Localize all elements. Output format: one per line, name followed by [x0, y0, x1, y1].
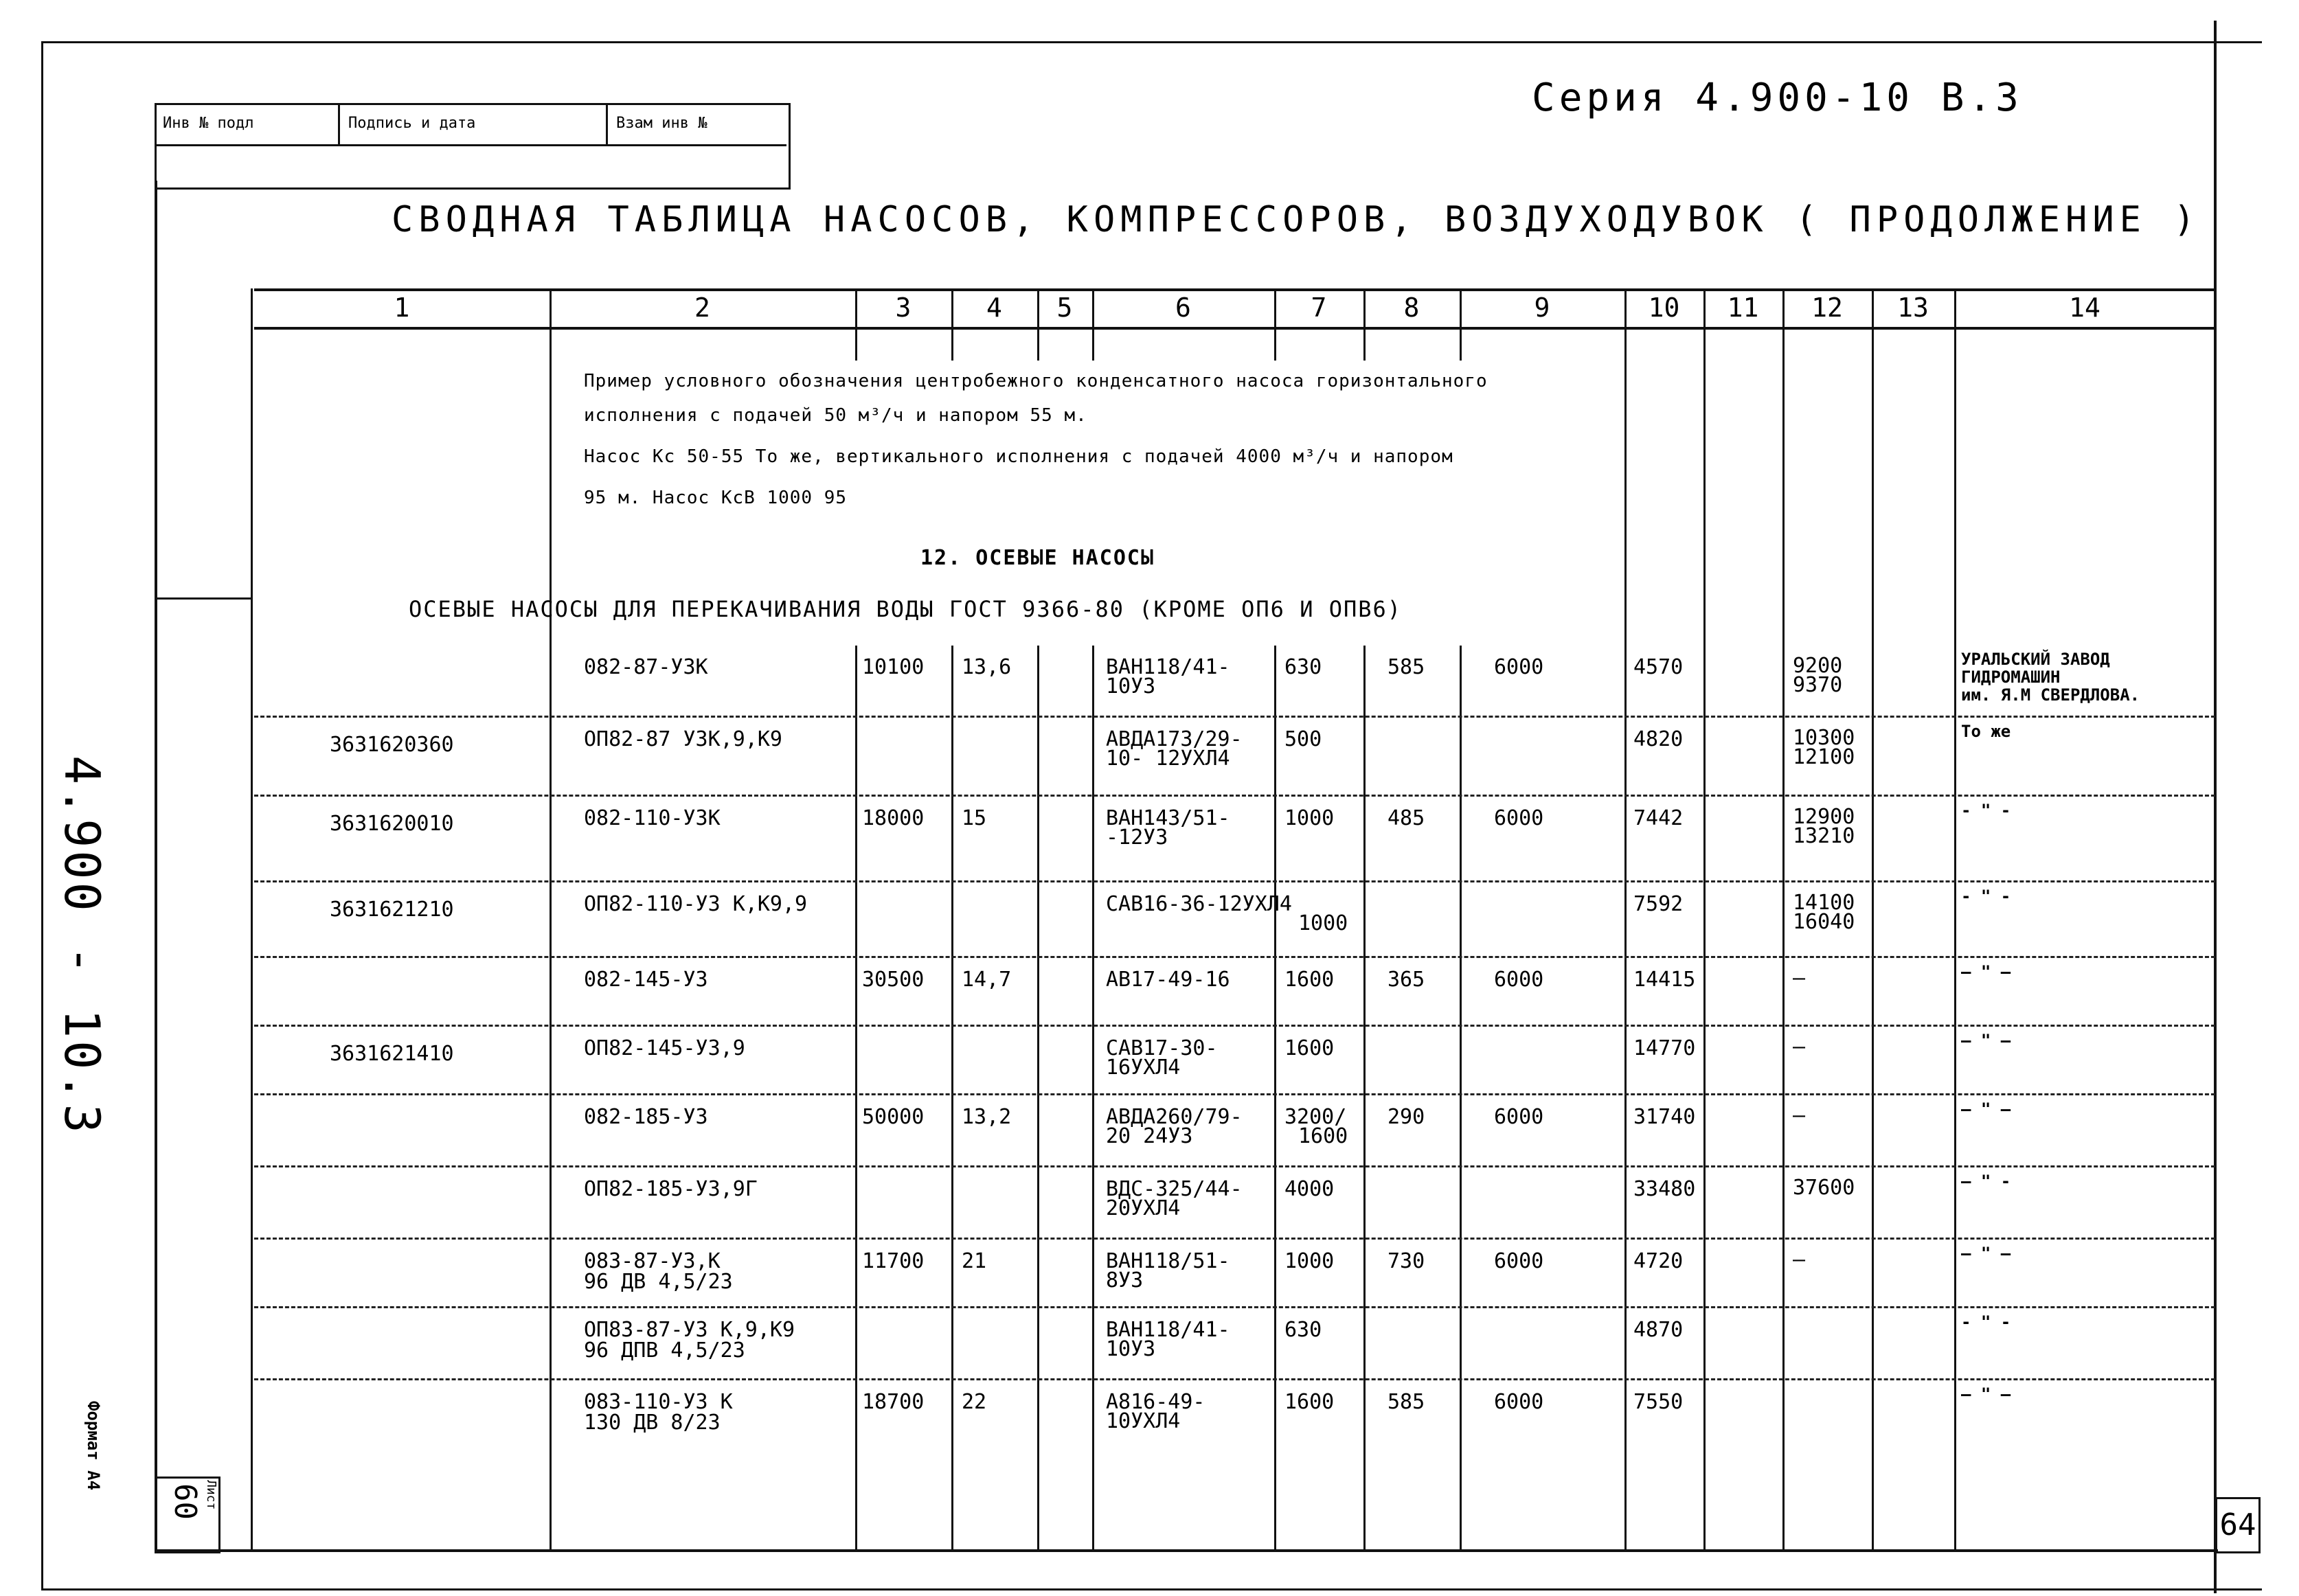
- cell-motor: ВАН118/51-: [1106, 1249, 1230, 1273]
- cell-motor: ВДС-325/44-: [1106, 1177, 1243, 1201]
- cell-price-alt: 9370: [1793, 673, 1843, 697]
- cell-power: 1600: [1284, 1390, 1335, 1414]
- cell-motor-cont: 16УХЛ4: [1106, 1056, 1181, 1080]
- sheet-label: Лист: [204, 1480, 218, 1510]
- cell-mass: 7442: [1633, 806, 1684, 830]
- cell-price: 14100: [1793, 891, 1855, 915]
- cell-price-alt: 13210: [1793, 824, 1855, 848]
- cell-price: 37600: [1793, 1176, 1855, 1200]
- cell-motor: А816-49-: [1106, 1390, 1205, 1414]
- row-divider: [254, 1378, 2215, 1380]
- cell-pump-mark: 083-110-У3 К: [584, 1390, 733, 1414]
- cell-voltage: 6000: [1494, 655, 1544, 679]
- cell-mass: 33480: [1633, 1177, 1696, 1201]
- column-header-10: 10: [1648, 293, 1680, 323]
- cell-manufacturer: - " -: [1961, 801, 2011, 820]
- cell-pump-mark-alt: 96 ДВ 4,5/23: [584, 1270, 733, 1294]
- cell-speed: 585: [1388, 655, 1425, 679]
- cell-motor: ВАН118/41-: [1106, 655, 1230, 679]
- cell-manufacturer-cont: им. Я.М СВЕРДЛОВА.: [1961, 685, 2140, 705]
- cell-price: —: [1793, 1104, 1806, 1128]
- column-divider: [855, 646, 857, 1549]
- cell-motor: ВАН118/41-: [1106, 1318, 1230, 1342]
- column-divider: [1274, 646, 1276, 1549]
- column-header-12: 12: [1811, 293, 1843, 323]
- cell-power: 4000: [1284, 1177, 1335, 1201]
- cell-motor: АВ17-49-16: [1106, 968, 1230, 992]
- column-divider: [951, 646, 953, 1549]
- format-label: Формат А4: [84, 1401, 103, 1491]
- cell-mass: 14770: [1633, 1036, 1696, 1060]
- cell-manufacturer: УРАЛЬСКИЙ ЗАВОД: [1961, 650, 2110, 669]
- cell-flow: 10100: [862, 655, 925, 679]
- cell-pump-mark: 083-87-У3,К: [584, 1249, 721, 1273]
- stamp-cell-signature: Подпись и дата: [340, 103, 608, 144]
- column-divider: [1782, 288, 1785, 1549]
- cell-code: 3631620360: [330, 733, 454, 757]
- column-divider: [1624, 288, 1627, 1549]
- cell-pump-mark: 082-145-У3: [584, 968, 708, 992]
- cell-manufacturer: - " -: [1961, 1312, 2011, 1332]
- left-strip-border: [251, 288, 253, 1549]
- cell-head: 13,2: [962, 1105, 1012, 1129]
- cell-motor-cont: 20 24У3: [1106, 1124, 1193, 1148]
- column-divider: [1460, 646, 1462, 1549]
- cell-manufacturer-cont: ГИДРОМАШИН: [1961, 668, 2061, 687]
- note-line: Насос Кс 50-55 То же, вертикального исполнения с подачей 4000 м³/ч и напором: [584, 446, 1453, 467]
- cell-motor-cont: 10- 12УХЛ4: [1106, 746, 1230, 771]
- column-header-8: 8: [1403, 293, 1420, 323]
- cell-mass: 4820: [1633, 727, 1684, 751]
- cell-manufacturer: — " -: [1961, 1172, 2011, 1191]
- cell-speed: 365: [1388, 968, 1425, 992]
- row-divider: [254, 795, 2215, 797]
- cell-price-alt: 16040: [1793, 910, 1855, 934]
- cell-speed: 290: [1388, 1105, 1425, 1129]
- cell-price: 12900: [1793, 805, 1855, 829]
- cell-voltage: 6000: [1494, 1390, 1544, 1414]
- page-title: СВОДНАЯ ТАБЛИЦА НАСОСОВ, КОМПРЕССОРОВ, ВОЗДУХОДУВОК ( ПРОДОЛЖЕНИЕ ): [392, 199, 2201, 240]
- column-header-9: 9: [1534, 293, 1550, 323]
- column-divider: [550, 288, 552, 1549]
- cell-pump-mark: ОП82-185-У3,9Г: [584, 1177, 758, 1201]
- cell-price: —: [1793, 1248, 1806, 1272]
- cell-mass: 7592: [1633, 892, 1684, 916]
- cell-mass: 14415: [1633, 968, 1696, 992]
- column-divider: [1872, 288, 1874, 1549]
- cell-power-cont: 1600: [1298, 1124, 1348, 1148]
- page-number: 64: [2215, 1497, 2261, 1553]
- cell-mass: 4720: [1633, 1249, 1684, 1273]
- cell-speed: 485: [1388, 806, 1425, 830]
- cell-pump-mark: 082-185-У3: [584, 1105, 708, 1129]
- cell-power-cont: 1000: [1298, 911, 1348, 935]
- cell-pump-mark: ОП82-87 У3К,9,К9: [584, 727, 782, 751]
- sheet-number: 60: [168, 1483, 203, 1520]
- cell-pump-mark: ОП82-110-У3 К,К9,9: [584, 892, 808, 916]
- row-divider: [254, 1306, 2215, 1308]
- cell-pump-mark: 082-110-У3К: [584, 806, 721, 830]
- cell-pump-mark: 082-87-У3К: [584, 655, 708, 679]
- cell-power: 3200/: [1284, 1105, 1347, 1129]
- cell-motor-cont: 20УХЛ4: [1106, 1196, 1181, 1220]
- column-divider: [1703, 288, 1706, 1549]
- cell-code: 3631621410: [330, 1042, 454, 1066]
- column-header-6: 6: [1175, 293, 1191, 323]
- cell-speed: 730: [1388, 1249, 1425, 1273]
- left-strip-divider: [155, 597, 251, 600]
- cell-pump-mark: ОП82-145-У3,9: [584, 1036, 745, 1060]
- cell-pump-mark-alt: 130 ДВ 8/23: [584, 1411, 721, 1435]
- cell-motor: АВДА173/29-: [1106, 727, 1243, 751]
- cell-motor-cont: 8У3: [1106, 1268, 1144, 1292]
- stamp-cell-inv: Инв № подл: [155, 103, 340, 144]
- cell-price-alt: 12100: [1793, 745, 1855, 769]
- cell-head: 13,6: [962, 655, 1012, 679]
- column-header-13: 13: [1897, 293, 1929, 323]
- column-header-2: 2: [694, 293, 710, 323]
- cell-mass: 4870: [1633, 1318, 1684, 1342]
- cell-head: 14,7: [962, 968, 1012, 992]
- column-divider: [1092, 646, 1094, 1549]
- cell-flow: 30500: [862, 968, 925, 992]
- cell-head: 15: [962, 806, 987, 830]
- cell-head: 21: [962, 1249, 987, 1273]
- cell-power: 630: [1284, 655, 1322, 679]
- cell-price: —: [1793, 966, 1806, 990]
- cell-power: 1600: [1284, 1036, 1335, 1060]
- row-divider: [254, 880, 2215, 882]
- cell-voltage: 6000: [1494, 806, 1544, 830]
- row-divider: [254, 956, 2215, 958]
- cell-mass: 7550: [1633, 1390, 1684, 1414]
- section-title: 12. ОСЕВЫЕ НАСОСЫ: [920, 546, 1155, 570]
- cell-power: 1000: [1284, 1249, 1335, 1273]
- column-header-14: 14: [2069, 293, 2100, 323]
- cell-manufacturer: — " —: [1961, 962, 2011, 981]
- cell-price: —: [1793, 1035, 1806, 1059]
- column-header-4: 4: [986, 293, 1002, 323]
- cell-code: 3631620010: [330, 812, 454, 836]
- cell-manufacturer: То же: [1961, 722, 2011, 741]
- side-document-code: 4.900 - 10.3: [54, 755, 110, 1136]
- column-header-5: 5: [1056, 293, 1073, 323]
- cell-price: 9200: [1793, 654, 1843, 678]
- cell-motor-cont: 10У3: [1106, 674, 1156, 698]
- cell-voltage: 6000: [1494, 1105, 1544, 1129]
- row-divider: [254, 1093, 2215, 1095]
- cell-mass: 31740: [1633, 1105, 1696, 1129]
- column-divider: [1037, 646, 1039, 1549]
- cell-motor: САВ16-36-12УХЛ4: [1106, 892, 1292, 916]
- cell-power: 500: [1284, 727, 1322, 751]
- cell-motor-cont: -12У3: [1106, 825, 1168, 850]
- cell-manufacturer: — " —: [1961, 1384, 2011, 1404]
- column-header-3: 3: [895, 293, 911, 323]
- cell-power: 1600: [1284, 968, 1335, 992]
- cell-manufacturer: - " -: [1961, 887, 2011, 906]
- cell-speed: 585: [1388, 1390, 1425, 1414]
- cell-power: 1000: [1284, 806, 1335, 830]
- row-divider: [254, 1165, 2215, 1167]
- cell-pump-mark: ОП83-87-У3 К,9,К9: [584, 1318, 795, 1342]
- cell-pump-mark-alt: 96 ДПВ 4,5/23: [584, 1338, 745, 1363]
- note-line: Пример условного обозначения центробежного конденсатного насоса горизонтального: [584, 371, 1488, 391]
- cell-code: 3631621210: [330, 898, 454, 922]
- cell-mass: 4570: [1633, 655, 1684, 679]
- column-header-1: 1: [394, 293, 410, 323]
- column-header-7: 7: [1311, 293, 1327, 323]
- cell-motor: САВ17-30-: [1106, 1036, 1218, 1060]
- cell-motor-cont: 10УХЛ4: [1106, 1409, 1181, 1433]
- row-divider: [254, 1025, 2215, 1027]
- cell-motor: АВДА260/79-: [1106, 1105, 1243, 1129]
- note-line: 95 м. Насос КсВ 1000 95: [584, 488, 848, 508]
- cell-flow: 18700: [862, 1390, 925, 1414]
- cell-motor: ВАН143/51-: [1106, 806, 1230, 830]
- cell-flow: 11700: [862, 1249, 925, 1273]
- note-line: исполнения с подачей 50 м³/ч и напором 55 м.: [584, 405, 1087, 426]
- cell-voltage: 6000: [1494, 1249, 1544, 1273]
- cell-flow: 18000: [862, 806, 925, 830]
- cell-voltage: 6000: [1494, 968, 1544, 992]
- stamp-cell-replace: Взам инв №: [616, 115, 707, 132]
- stamp-divider: [155, 144, 786, 146]
- cell-manufacturer: — " —: [1961, 1031, 2011, 1050]
- subsection-title: ОСЕВЫЕ НАСОСЫ ДЛЯ ПЕРЕКАЧИВАНИЯ ВОДЫ ГОСТ 9366-80 (КРОМЕ ОП6 И ОПВ6): [409, 596, 1403, 622]
- cell-head: 22: [962, 1390, 987, 1414]
- series-code: Серия 4.900-10 В.3: [1532, 76, 2023, 120]
- column-divider: [1954, 288, 1956, 1549]
- column-header-11: 11: [1727, 293, 1759, 323]
- column-divider: [1363, 646, 1366, 1549]
- row-divider: [254, 1238, 2215, 1240]
- cell-flow: 50000: [862, 1105, 925, 1129]
- row-divider: [254, 716, 2215, 718]
- cell-manufacturer: — " —: [1961, 1099, 2011, 1119]
- cell-power: 630: [1284, 1318, 1322, 1342]
- cell-manufacturer: — " —: [1961, 1244, 2011, 1263]
- cell-motor-cont: 10У3: [1106, 1337, 1156, 1361]
- cell-price: 10300: [1793, 726, 1855, 750]
